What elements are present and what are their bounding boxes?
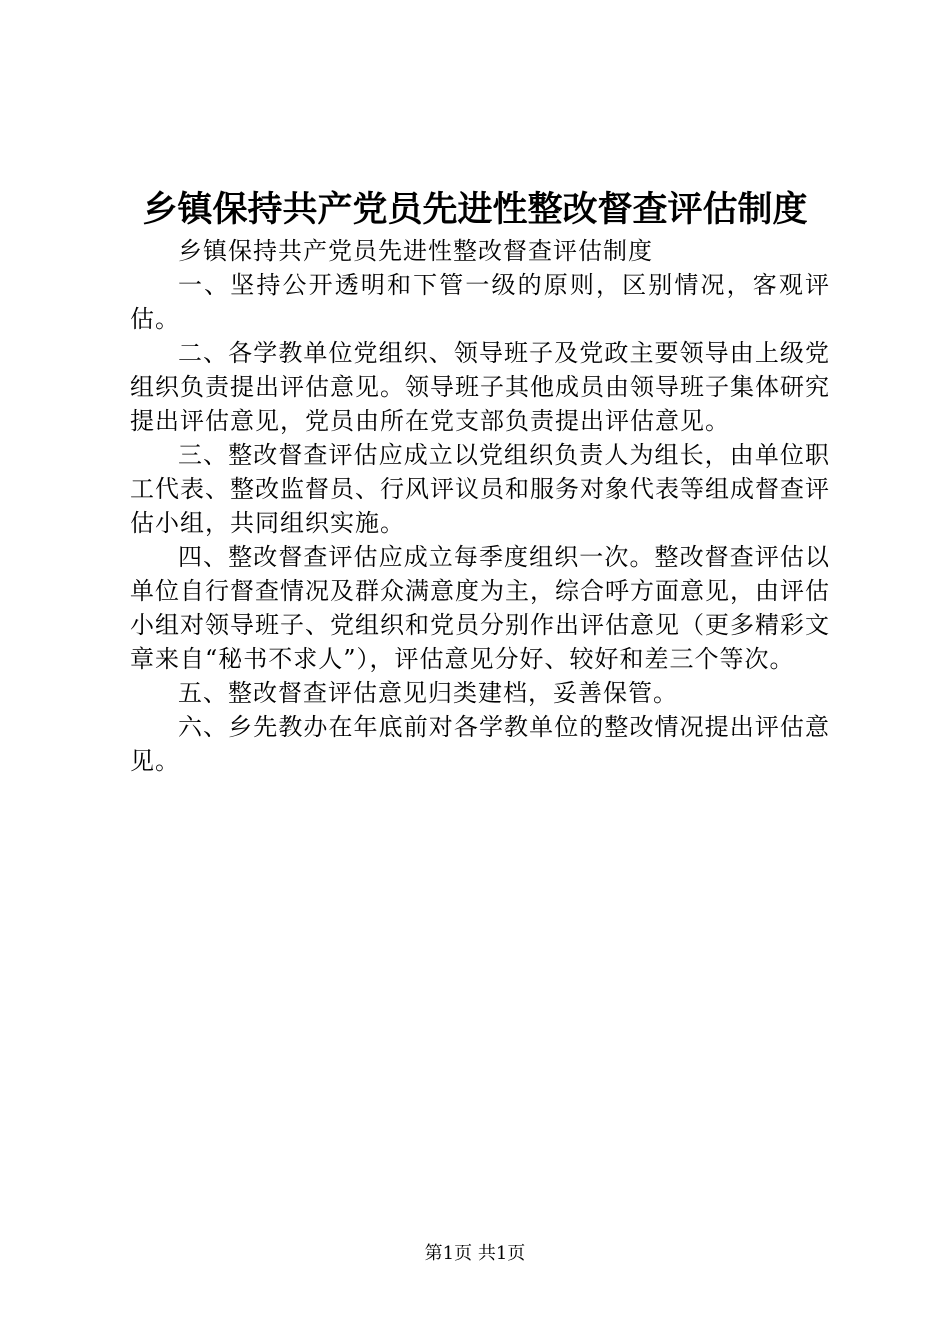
- paragraph-1: 一、坚持公开透明和下管一级的原则，区别情况，客观评估。: [130, 271, 830, 333]
- page-footer: 第1页 共1页: [424, 1243, 526, 1264]
- document-body: [130, 234, 830, 778]
- paragraph-5: 五、整改督查评估意见归类建档，妥善保管。: [178, 679, 678, 707]
- paragraph-subtitle: 乡镇保持共产党员先进性整改督查评估制度: [178, 237, 653, 265]
- paragraph-4: 四、整改督查评估应成立每季度组织一次。整改督查评估以单位自行督查情况及群众满意度为主，综合呼方面意见，由评估小组对领导班子、党组织和党员分别作出评估意见（更多精彩文章来自“秘书不求人”），评估意见分好、较好和差三个等次。: [130, 543, 830, 673]
- paragraph-3: 三、整改督查评估应成立以党组织负责人为组长，由单位职工代表、整改监督员、行风评议员和服务对象代表等组成督查评估小组，共同组织实施。: [130, 441, 830, 537]
- paragraph-2: 二、各学教单位党组织、领导班子及党政主要领导由上级党组织负责提出评估意见。领导班子其他成员由领导班子集体研究提出评估意见，党员由所在党支部负责提出评估意见。: [130, 339, 830, 435]
- document-title: 乡镇保持共产党员先进性整改督查评估制度: [142, 190, 808, 230]
- paragraph-6: 六、乡先教办在年底前对各学教单位的整改情况提出评估意见。: [130, 713, 830, 775]
